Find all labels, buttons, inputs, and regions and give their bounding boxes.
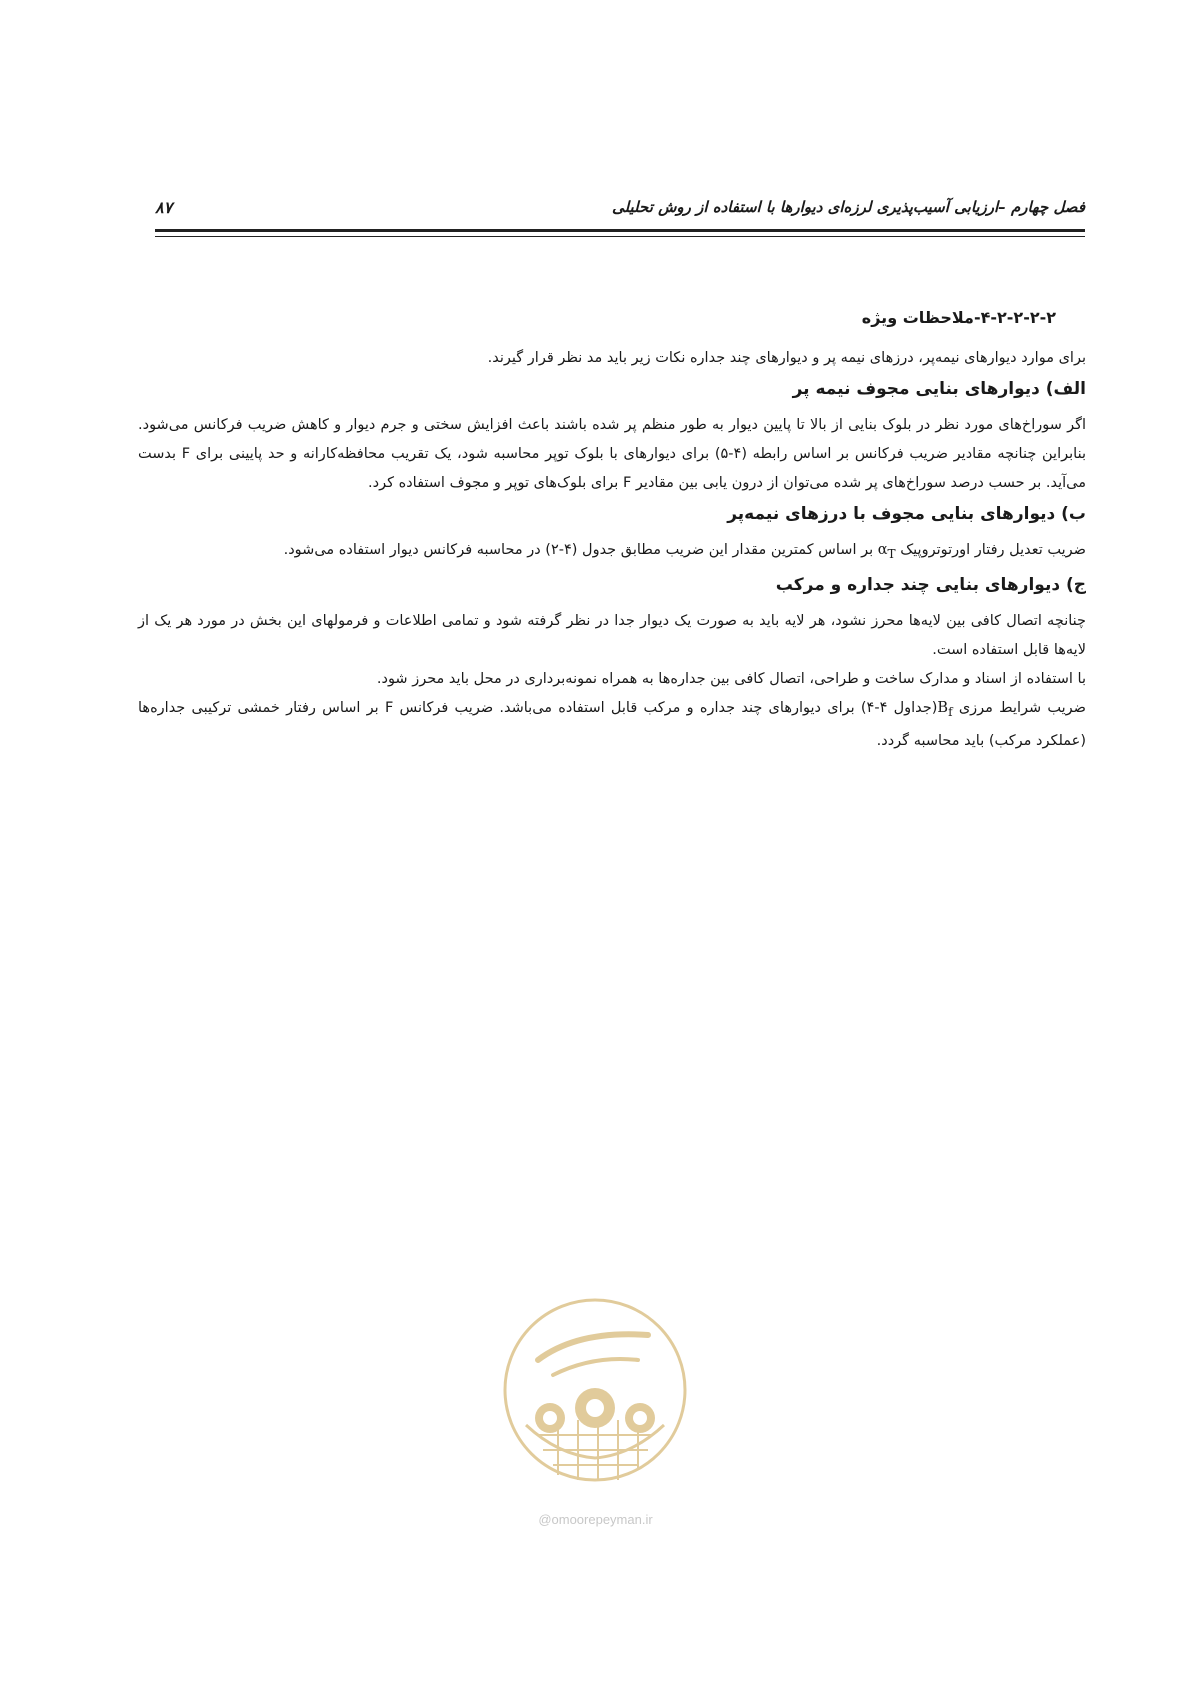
- part-c-para2: با استفاده از اسناد و مدارک ساخت و طراحی، اتصال کافی بین جداره‌ها به همراه نمونه‌برداری در محل باید محرز شود.: [376, 670, 1086, 687]
- b-symbol: B: [937, 699, 949, 716]
- alpha-t-symbol: [877, 542, 896, 561]
- header-rule-thin: [155, 236, 1085, 237]
- part-c-para1: چنانچه اتصال کافی بین لایه‌ها محرز نشود، هر لایه باید به صورت یک دیوار جدا در نظر گرفته شود و تمامی اطلاعات و فرمولهای این بخش در مورد هر یک از لایه‌ها قابل استفاده است.: [138, 612, 1086, 658]
- page-header: [155, 198, 1085, 228]
- page-number: ۸۷: [155, 198, 173, 217]
- page-content: [138, 303, 1086, 756]
- part-c-heading: ج) دیوارهای بنایی چند جداره و مرکب: [775, 574, 1086, 595]
- watermark: [498, 1290, 693, 1535]
- part-c-para3: [138, 694, 1086, 756]
- watermark-url: @omoorepeyman.ir: [538, 1512, 653, 1527]
- part-c-text-before: ضریب شرایط مرزی: [958, 699, 1086, 716]
- header-rule-thick: [155, 229, 1085, 232]
- part-b-text-after: بر اساس کمترین مقدار این ضریب مطابق جدول (۴-۲) در محاسبه فرکانس دیوار استفاده می‌شود.: [283, 542, 874, 558]
- part-a-heading: الف) دیوارهای بنایی مجوف نیمه پر: [792, 379, 1086, 399]
- part-b-text-before: ضریب تعدیل رفتار اورتوتروپیک: [900, 542, 1086, 558]
- alpha-symbol: α: [877, 542, 888, 558]
- b-subscript: f: [948, 704, 953, 719]
- part-a-body: اگر سوراخ‌های مورد نظر در بلوک بنایی از بالا تا پایین دیوار به طور منظم پر شده باشند باعث افزایش سختی و جرم دیوار و کاهش ضریب فرکانس می‌شود. بنابراین چنانچه مقادیر ضریب فرکانس بر اساس رابطه (۴-۵) برای دیوارهای با بلوک توپر محاسبه شود، یک تقریب محافظه‌کارانه و حد پایینی برای F بدست می‌آید. بر حسب درصد سوراخ‌های پر شده می‌توان از درون یابی بین مقادیر F برای بلوک‌های توپر و مجوف استفاده کرد.: [138, 417, 1086, 491]
- section-intro: برای موارد دیوارهای نیمه‌پر، درزهای نیمه پر و دیوارهای چند جداره نکات زیر باید مد نظر قرار گیرند.: [487, 350, 1086, 366]
- chapter-title: فصل چهارم –ارزیابی آسیب‌پذیری لرزه‌ای دیوارها با استفاده از روش تحلیلی: [612, 198, 1085, 216]
- part-b-body: [138, 536, 1086, 569]
- bf-symbol: [937, 699, 953, 719]
- part-b-heading: ب) دیوارهای بنایی مجوف با درزهای نیمه‌پر: [727, 504, 1086, 524]
- section-heading: ۴-۲-۲-۲-۲-ملاحظات ویژه: [861, 308, 1056, 327]
- watermark-logo: [498, 1290, 693, 1505]
- part-c-text-after: (جداول ۴-۴) برای دیوارهای چند جداره و مرکب قابل استفاده می‌باشد. ضریب فرکانس F بر اساس رفتار خمشی ترکیبی جداره‌ها (عملکرد مرکب) باید محاسبه گردد.: [138, 699, 1086, 749]
- alpha-subscript: T: [887, 546, 896, 561]
